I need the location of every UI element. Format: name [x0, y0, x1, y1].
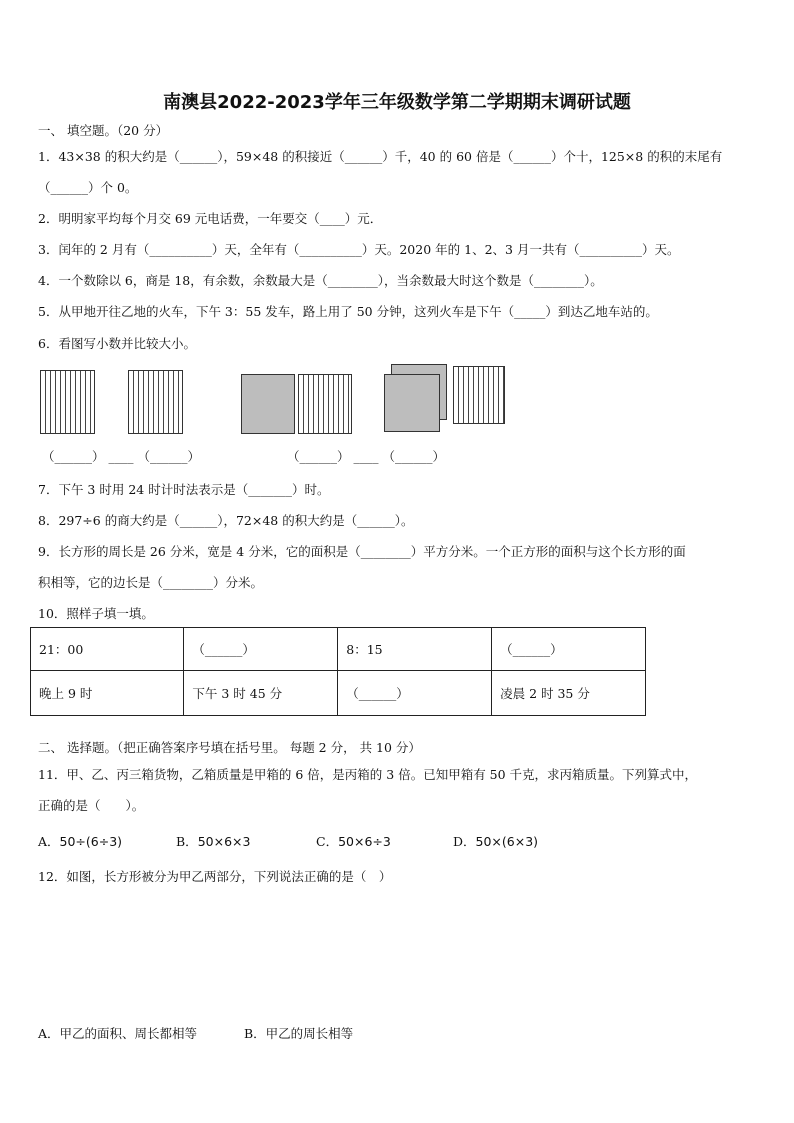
question-6-answer-left: （______） ____ （______）	[42, 449, 200, 464]
question-11-line-1: 11．甲、乙、丙三箱货物，乙箱质量是甲箱的 6 倍，是丙箱的 3 倍。已知甲箱有 50 千克，求丙箱质量。下列算式中，	[38, 767, 698, 782]
question-6-answer-right: （______） ____ （______）	[287, 449, 445, 464]
option-expression: 50×6×3	[197, 834, 251, 849]
question-12-option-b: B．甲乙的周长相等	[244, 1026, 354, 1041]
question-1-line-1: 1．43×38 的积大约是（______），59×48 的积接近（______）千，40 的 60 倍是（______）个十，125×8 的积的末尾有	[38, 149, 723, 164]
question-5: 5．从甲地开往乙地的火车，下午 3：55 发车，路上用了 50 分钟，这列火车是下午（_____）到达乙地车站的。	[38, 304, 658, 319]
shaded-square-model	[241, 374, 295, 434]
question-2: 2．明明家平均每个月交 69 元电话费，一年要交（____）元．	[38, 211, 383, 226]
question-3: 3．闰年的 2 月有（__________）天，全年有（__________）天。2020 年的 1、2、3 月一共有（__________）天。	[38, 242, 680, 257]
table-cell: （______）	[492, 628, 646, 671]
question-6: 6．看图写小数并比较大小。	[38, 336, 196, 351]
option-label: A．	[38, 834, 60, 849]
option-label: D．	[453, 834, 476, 849]
option-a	[38, 832, 122, 850]
section-2-heading: 二、 选择题。（把正确答案序号填在括号里。 每题 2 分， 共 10 分）	[38, 740, 421, 755]
striped-square-model	[298, 374, 352, 434]
option-expression: 50÷(6÷3)	[59, 834, 123, 849]
table-cell: 晚上 9 时	[31, 671, 184, 716]
option-c	[316, 832, 391, 850]
question-12: 12．如图，长方形被分为甲乙两部分，下列说法正确的是（ ）	[38, 869, 392, 884]
table-cell: 8：15	[338, 628, 492, 671]
option-b	[176, 832, 250, 850]
section-1-heading: 一、 填空题。（20 分）	[38, 123, 169, 138]
table-cell: 下午 3 时 45 分	[184, 671, 338, 716]
striped-strip-model-b	[128, 370, 183, 434]
table-row	[31, 671, 646, 716]
question-7: 7．下午 3 时用 24 时计时法表示是（_______）时。	[38, 482, 330, 497]
table-row	[31, 628, 646, 671]
question-11-line-2: 正确的是（ ）。	[38, 798, 145, 813]
table-cell: 凌晨 2 时 35 分	[492, 671, 646, 716]
question-9-line-1: 9．长方形的周长是 26 分米，宽是 4 分米，它的面积是（________）平方分米。一个正方形的面积与这个长方形的面	[38, 544, 686, 559]
time-conversion-table	[30, 627, 646, 716]
option-label: C．	[316, 834, 339, 849]
option-expression: 50×6÷3	[338, 834, 391, 849]
question-12-option-a: A．甲乙的面积、周长都相等	[38, 1026, 198, 1041]
striped-strip-model-a	[40, 370, 95, 434]
front-square-model	[384, 374, 440, 432]
question-1-line-2: （______）个 0。	[38, 180, 138, 195]
option-d	[453, 832, 538, 850]
question-4: 4．一个数除以 6，商是 18，有余数，余数最大是（________），当余数最大时这个数是（________）。	[38, 273, 603, 288]
page-title: 南澳县2022-2023学年三年级数学第二学期期末调研试题	[163, 92, 631, 113]
table-cell: （______）	[184, 628, 338, 671]
table-cell: （______）	[338, 671, 492, 716]
question-9-line-2: 积相等，它的边长是（________）分米。	[38, 575, 264, 590]
table-cell: 21：00	[31, 628, 184, 671]
option-expression: 50×(6×3)	[475, 834, 539, 849]
striped-strip-model-c	[453, 366, 505, 424]
question-10: 10．照样子填一填。	[38, 606, 154, 621]
question-8: 8．297÷6 的商大约是（______），72×48 的积大约是（______）。	[38, 513, 414, 528]
option-label: B．	[176, 834, 198, 849]
